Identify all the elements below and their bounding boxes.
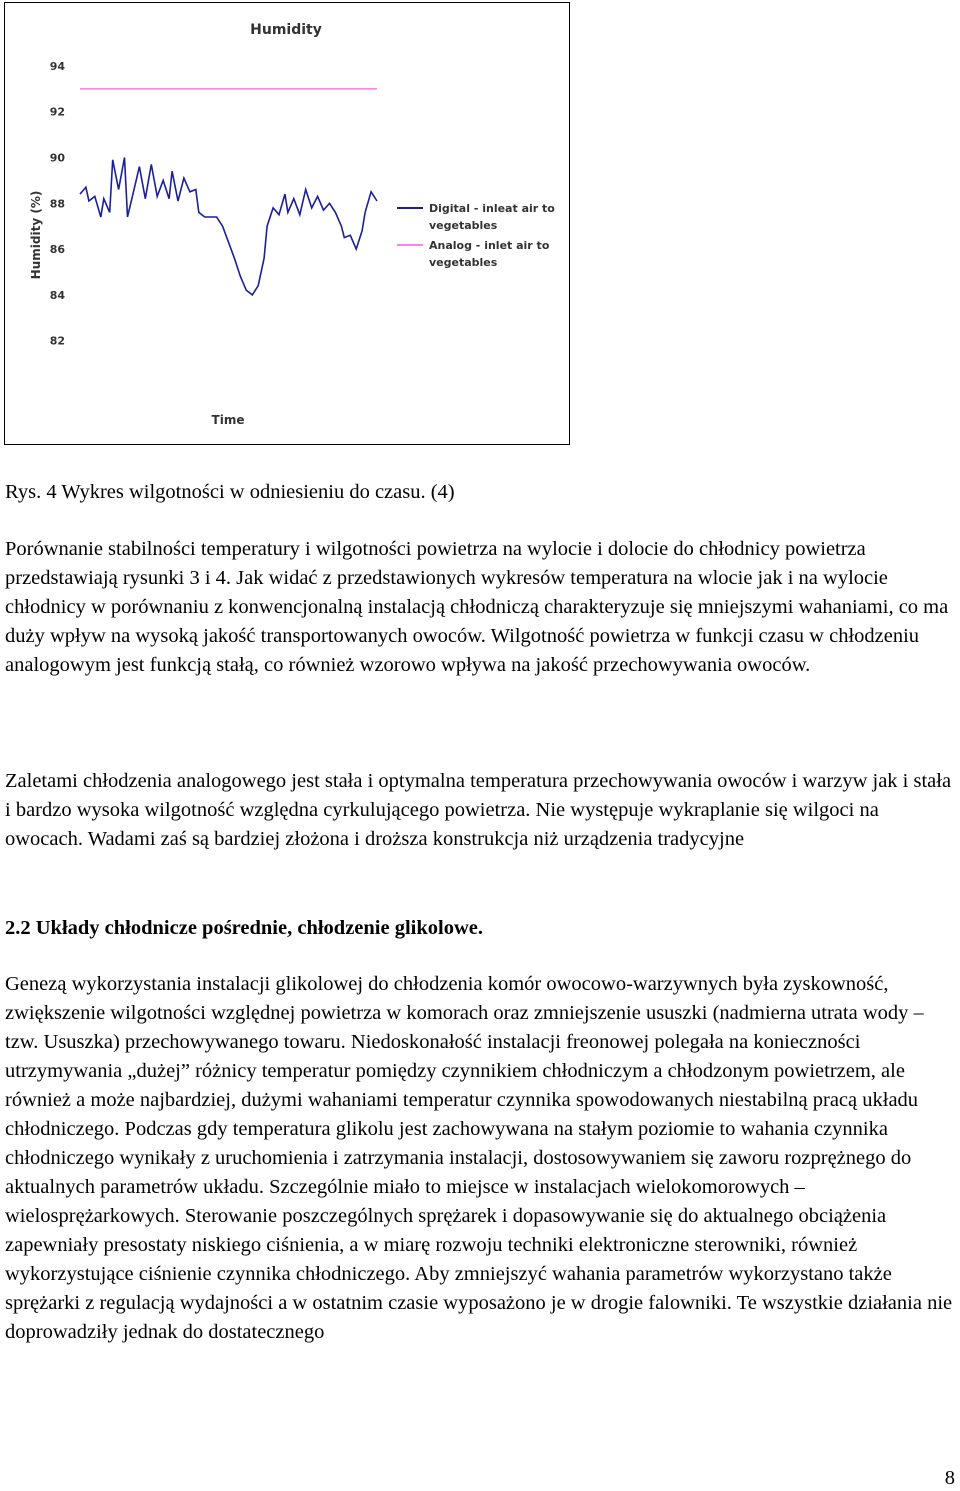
paragraph-advantages: Zaletami chłodzenia analogowego jest stała i optymalna temperatura przechowywania owoców i warzyw jak i stała i bardzo wysoka wilgotność względna cyrkulującego powietrza. Nie występuje wykraplanie się wilgoci na owocach. Wadami zaś są bardziej złożona i droższa konstrukcja niż urządzenia tradycyjne: [5, 770, 952, 850]
legend-label: Digital - inleat air to vegetables: [429, 202, 555, 232]
series-layer: [80, 89, 377, 295]
y-tick-label: 84: [49, 288, 65, 302]
humidity-chart: [4, 2, 570, 445]
legend: [397, 202, 555, 269]
y-tick-label: 94: [49, 59, 65, 73]
legend-label: Analog - inlet air to vegetables: [429, 239, 550, 269]
y-tick-labels: [50, 60, 66, 348]
paragraph-glycol: Genezą wykorzystania instalacji glikolowej do chłodzenia komór owocowo-warzywnych była zyskowność, zwiększenie wilgotności względnej powietrza w komorach oraz zmniejszenie ususzki (nadmierna utrata wody ⎯ tzw. Ususzka) przechowywanego towaru. Niedoskonałość instalacji freonowej polegała na konieczności utrzymywania „dużej” różnicy temperatur pomiędzy czynnikiem chłodniczym a chłodzonym powietrzem, ale również a może najbardziej, dużymi wahaniami temperatur czynnika spowodowanych niestabilną pracą układu chłodniczego. Podczas gdy temperatura glikolu jest zachowywana na stałym poziomie to wahania czynnika chłodniczego wynikały z uruchomienia i zatrzymania instalacji, dostosowywaniem się zaworu rozprężnego do aktualnych parametrów układu. Szczególnie miało to miejsce w instalacjach wielokomorowych – wielosprężarkowych. Sterowanie poszczególnych sprężarek i dopasowywanie się do aktualnego obciążenia zapewniały presostaty niskiego ciśnienia, a w miarę rozwoju techniki elektroniczne sterowniki, również wykorzystujące ciśnienie czynnika chłodniczego. Aby zmniejszyć wahania parametrów wykorzystano także sprężarki z regulacją wydajności a w ostatnim czasie wyposażono je w drogie falowniki. Te wszystkie działania nie doprowadziły jednak do dostatecznego: [5, 973, 953, 1343]
chart-title: Humidity: [250, 22, 322, 38]
y-axis-label: Humidity (%): [29, 190, 43, 280]
figure-caption: Rys. 4 Wykres wilgotności w odniesieniu do czasu. (4): [5, 481, 455, 503]
y-tick-label: 88: [49, 197, 65, 211]
section-heading: 2.2 Układy chłodnicze pośrednie, chłodzenie glikolowe.: [5, 917, 483, 939]
y-tick-label: 90: [49, 151, 65, 165]
x-axis-label: Time: [211, 413, 245, 427]
chart-svg: [5, 3, 569, 444]
paragraph-comparison: Porównanie stabilności temperatury i wilgotności powietrza na wylocie i dolocie do chłodnicy powietrza przedstawiają rysunki 3 i 4. Jak widać z przedstawionych wykresów temperatura na wlocie jak i na wylocie chłodnicy w porównaniu z konwencjonalną instalacją chłodniczą charakteryzuje się mniejszymi wahaniami, co ma duży wpływ na wysoką jakość transportowanych owoców. Wilgotność powietrza w funkcji czasu w chłodzeniu analogowym jest funkcją stałą, co również wzorowo wpływa na jakość przechowywania owoców.: [5, 538, 949, 676]
digital-series-line: [80, 158, 377, 295]
y-tick-label: 92: [49, 105, 65, 119]
y-tick-label: 82: [49, 334, 65, 348]
page-number: 8: [944, 1467, 955, 1489]
y-tick-label: 86: [49, 243, 65, 257]
